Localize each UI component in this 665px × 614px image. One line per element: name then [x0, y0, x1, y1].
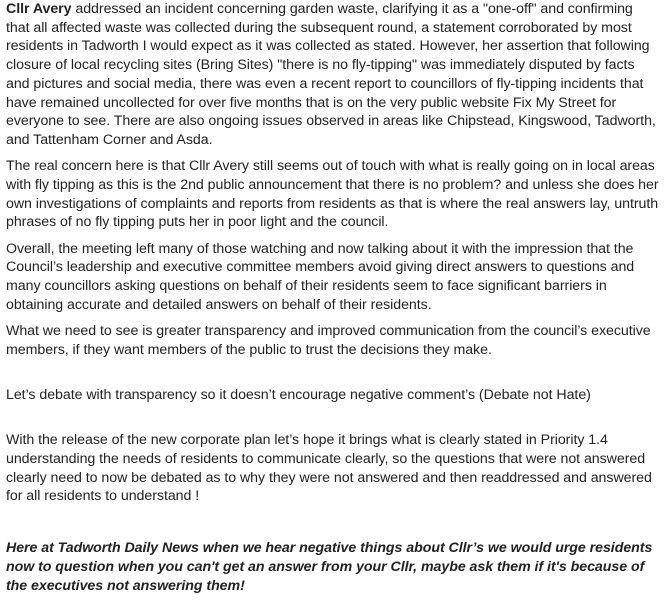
paragraph-corporate-plan: With the release of the new corporate plan let’s hope it brings what is clearly stated in Priority 1.4 understanding the needs of residents to communicate clearly, so the questions that were not answered clearly need to now be debated as to why they were not answered and then readdressed and answered for all residents to understand ! [6, 432, 652, 505]
paragraph-text: addressed an incident concerning garden waste, clarifying it as a "one-off" and confirming that all affected waste was collected during the subsequent round, a statement corroborated by most residents in Tadworth I would expect as it was collected as stated. However, her assertion that following closure of local recycling sites (Bring Sites) "there is no fly-tipping" was immediately disputed by facts and pictures and social media, there was even a recent report to councillors of fly-tipping incidents that have remained uncollected for over five months that is on the very public website Fix My Street for everyone to see. There are also ongoing issues observed in areas like Chipstead, Kingswood, Tadworth, and Tattenham Corner and Asda. [6, 1, 656, 148]
paragraph-real-concern: The real concern here is that Cllr Avery still seems out of touch with what is really going on in local areas with fly tipping as this is the 2nd public announcement that there is no problem? and unless she does her own investigations of complaints and reports from residents as that is where the real answers lay, untruth phrases of no fly tipping puts her in poor light and the council. [6, 158, 659, 231]
paragraph-overall: Overall, the meeting left many of those watching and now talking about it with the impression that the Council’s leadership and executive committee members avoid giving direct answers to questions and many councillors asking questions on behalf of their residents seem to face significant barriers in obtaining accurate and detailed answers on behalf of their residents. [6, 240, 635, 313]
closing-statement: Here at Tadworth Daily News when we hear negative things about Cllr’s we would urge residents now to question when you can't get an answer from your Cllr, maybe ask them if it's because of the executives not answering them! [6, 540, 653, 594]
paragraph-lead-name: Cllr Avery [6, 1, 72, 17]
paragraph-cllr-avery [6, 0, 659, 150]
paragraph-debate: Let’s debate with transparency so it doesn’t encourage negative comment’s (Debate not Hate) [6, 386, 591, 403]
paragraph-transparency: What we need to see is greater transparency and improved communication from the council’s executive members, if they want members of the public to trust the decisions they make. [6, 323, 651, 358]
